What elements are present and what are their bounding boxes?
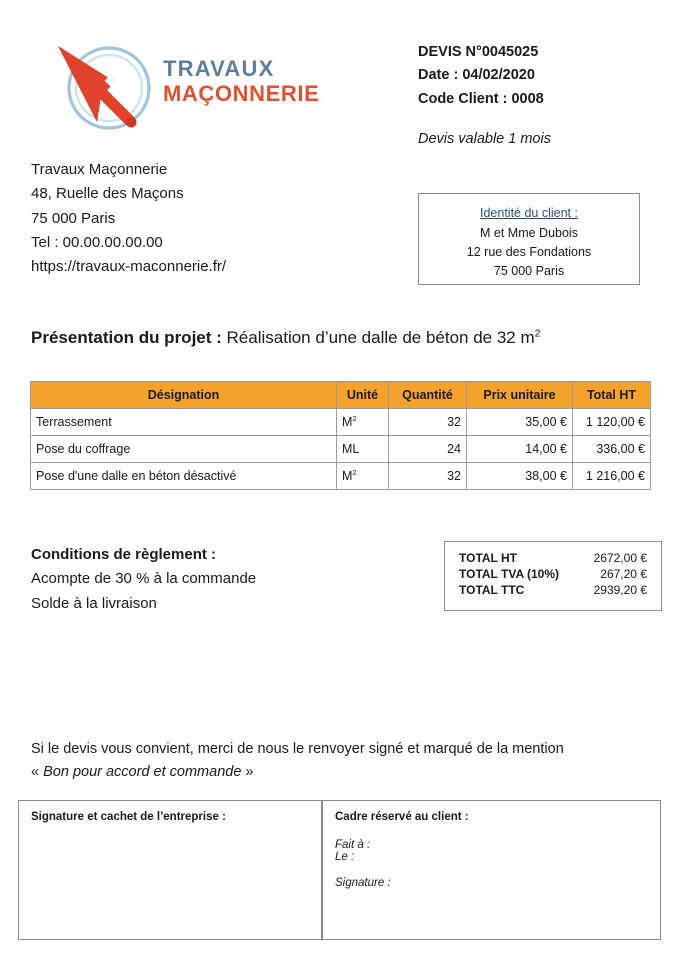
cell-quantite: 32: [389, 463, 467, 490]
field-fait-a[interactable]: Fait à :: [335, 839, 371, 851]
totals-row-ht: [459, 550, 647, 566]
closing-instructions: [31, 738, 671, 784]
column-header-quantite: Quantité: [389, 382, 467, 409]
client-identity-title: Identité du client :: [480, 206, 578, 220]
totals-value-ttc: 2939,20 €: [593, 583, 647, 597]
totals-table: [459, 550, 647, 598]
client-signature-title: Cadre réservé au client :: [335, 811, 469, 823]
conditions-title: Conditions de règlement :: [31, 546, 217, 563]
project-description-superscript: 2: [534, 327, 541, 340]
cell-unite: $M^2$: [337, 463, 389, 490]
column-header-prix-unitaire: Prix unitaire: [467, 382, 573, 409]
project-label: Présentation du projet :: [31, 328, 222, 347]
table-row: [31, 436, 651, 463]
company-signature-title: Signature et cachet de l’entreprise :: [31, 811, 226, 823]
trowel-in-circle-icon: [55, 36, 159, 140]
cell-designation: Pose d'une dalle en béton désactivé: [31, 463, 337, 490]
totals-label-ht: TOTAL HT: [459, 551, 517, 565]
project-presentation: [31, 328, 541, 348]
cell-designation: Pose du coffrage: [31, 436, 337, 463]
client-city: 75 000 Paris: [493, 264, 565, 278]
closing-quote-text: Bon pour accord et commande: [43, 764, 242, 781]
client-street: 12 rue des Fondations: [466, 245, 592, 259]
cell-total-ht: 336,00 €: [573, 436, 651, 463]
signature-area: [18, 800, 661, 940]
conditions-line-balance: Solde à la livraison: [31, 594, 157, 612]
column-header-designation: Désignation: [31, 382, 337, 409]
conditions-line-deposit: Acompte de 30 % à la commande: [31, 570, 257, 588]
document-meta: [418, 41, 544, 111]
logo-line-travaux: TRAVAUX: [163, 56, 275, 81]
devis-date: Date : 04/02/2020: [418, 67, 535, 84]
cell-quantite: 24: [389, 436, 467, 463]
field-le[interactable]: Le :: [335, 851, 355, 863]
company-street: 48, Ruelle des Maçons: [31, 185, 184, 203]
devis-number: DEVIS N°0045025: [418, 44, 539, 60]
column-header-unite: Unité: [337, 382, 389, 409]
payment-conditions: [31, 543, 256, 616]
totals-label-tva: TOTAL TVA (10%): [459, 567, 560, 581]
cell-unite: $M^2$: [337, 409, 389, 436]
company-city: 75 000 Paris: [31, 209, 116, 227]
cell-prix-unitaire: 14,00 €: [467, 436, 573, 463]
cell-unite: ML: [337, 436, 389, 463]
totals-label-ttc: TOTAL TTC: [459, 583, 525, 597]
cell-quantite: 32: [389, 409, 467, 436]
cell-prix-unitaire: 35,00 €: [467, 409, 573, 436]
company-address-block: [31, 158, 226, 279]
client-signature-box[interactable]: [322, 800, 661, 940]
cell-designation: Terrassement: [31, 409, 337, 436]
company-signature-box[interactable]: [18, 800, 322, 940]
closing-line-1: Si le devis vous convient, merci de nous le renvoyer signé et marqué de la mention: [31, 741, 564, 757]
cell-total-ht: 1 216,00 €: [573, 463, 651, 490]
column-header-total-ht: Total HT: [573, 382, 651, 409]
table-row: [31, 409, 651, 436]
devis-validity: Devis valable 1 mois: [418, 131, 551, 147]
items-table-header-row: [31, 382, 651, 409]
field-signature[interactable]: Signature :: [335, 877, 391, 889]
items-table: [30, 381, 651, 490]
totals-value-tva: 267,20 €: [600, 567, 647, 581]
totals-row-tva: [459, 566, 647, 582]
cell-total-ht: 1 120,00 €: [573, 409, 651, 436]
company-logo: [55, 34, 320, 142]
client-name: M et Mme Dubois: [480, 226, 578, 240]
company-website: https://travaux-maconnerie.fr/: [31, 258, 227, 276]
logo-wordmark: [163, 58, 319, 105]
client-code: Code Client : 0008: [418, 90, 544, 107]
cell-prix-unitaire: 38,00 €: [467, 463, 573, 490]
logo-line-maconnerie: MAÇONNERIE: [163, 81, 320, 106]
totals-row-ttc: [459, 582, 647, 598]
project-description: Réalisation d’une dalle de béton de 32 m: [226, 328, 535, 347]
company-name: Travaux Maçonnerie: [31, 161, 168, 178]
totals-box: [444, 541, 662, 611]
client-identity-box: [418, 193, 640, 285]
table-row: [31, 463, 651, 490]
company-phone: Tel : 00.00.00.00.00: [31, 233, 163, 251]
totals-value-ht: 2672,00 €: [593, 551, 647, 565]
closing-line-2: « Bon pour accord et commande »: [31, 764, 254, 781]
